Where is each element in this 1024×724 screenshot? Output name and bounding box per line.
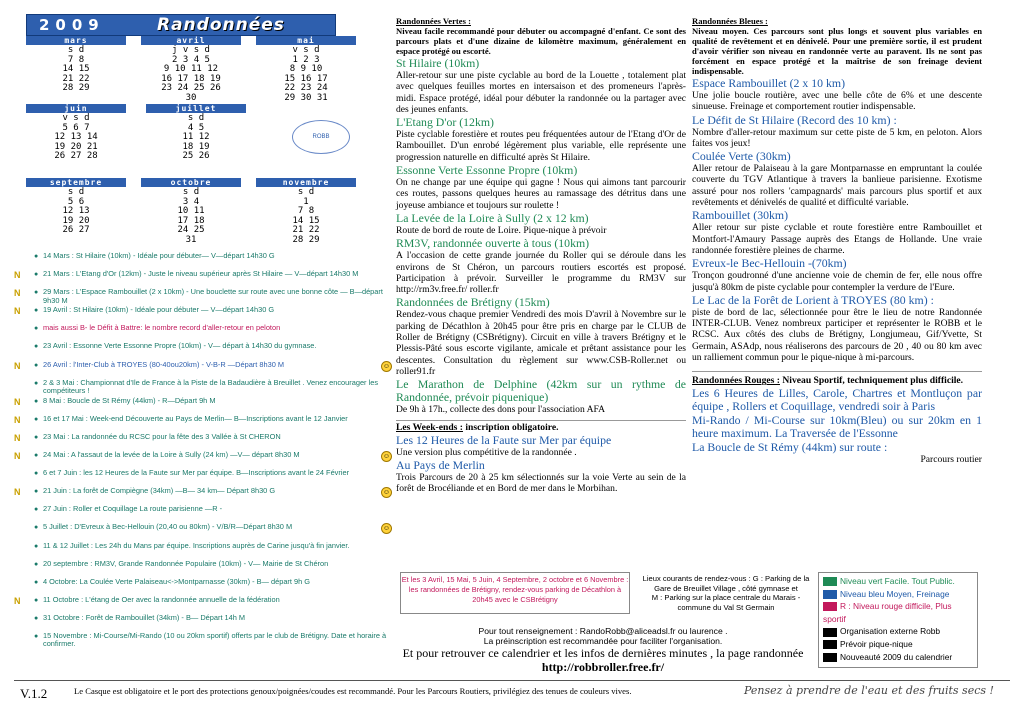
calendar-week-row: 9 10 11 12 (163, 64, 219, 74)
calendar-week-row: 11 12 (182, 132, 210, 142)
event-item (14, 252, 392, 270)
calendar-week-row: 29 30 31 (284, 92, 328, 103)
legend-label: R : Niveau rouge difficile, Plus sportif (823, 601, 952, 624)
contact-block (396, 626, 810, 674)
calendar-week-row: 28 29 (62, 83, 90, 93)
event-item (14, 270, 392, 288)
bullet-icon: ● (34, 397, 39, 405)
month-name: septembre (26, 178, 126, 187)
new-marker: N (14, 270, 21, 281)
event-item (14, 397, 392, 415)
event-item (14, 415, 392, 433)
green-title: Randonnées Vertes : (396, 16, 471, 26)
legend-item (823, 575, 973, 588)
event-text: 11 Octobre : L'étang de Oer avec la randonnée annuelle de la fédération (43, 594, 280, 604)
section-heading: RM3V, randonnée ouverte à tous (10km) (396, 236, 590, 251)
event-text: 11 & 12 Juillet : Les 24h du Mans par équipe. Inscriptions auprès de Carine jusqu'à fin janvier. (43, 540, 350, 550)
calendar-week-row: 30 (185, 92, 197, 103)
bullet-icon: ● (34, 343, 39, 351)
calendar-month (256, 178, 356, 245)
event-text: 14 Mars : St Hilaire (10km) - Idéale pour débuter— V—départ 14h30 G (43, 251, 275, 260)
calendar-week-row: s d (67, 45, 85, 55)
header-banner (26, 14, 336, 36)
picnic-smiley-icon: ☺ (382, 453, 391, 461)
calendar-week-row: 19 20 21 (54, 141, 98, 152)
calendar-row (26, 36, 356, 103)
event-text: 2 & 3 Mai : Championnat d'Ile de France à la Piste de la Badaudière à Breuillet . Venez encourager les compétiteurs ! (43, 377, 379, 396)
event-item (14, 632, 392, 650)
bullet-icon: ● (34, 560, 39, 568)
event-item (14, 451, 392, 469)
red-title: Randonnées Rouges : (692, 375, 780, 387)
event-text: mais aussi B- le Défit à Battre: le nombre record d'aller-retour en peloton (43, 323, 281, 333)
green-intro: Niveau facile recommandé pour débuter ou accompagné d'enfant. Ce sont des parcours plats et d'une dizaine de kilomètre maximum, généralement en espace protégé ou escorté. (396, 26, 686, 56)
calendar-week-row: 8 9 10 (289, 64, 323, 74)
new-marker: N (14, 306, 21, 317)
new-marker: N (14, 288, 21, 299)
legend-swatch-icon (823, 590, 837, 599)
calendar-week-row: 5 6 7 (62, 122, 90, 133)
section-text: Rendez-vous chaque premier Vendredi des mois D'avril à Novembre sur le parking de Décathlon à 20h45 pour être pris en charge par le CLUB de Roller de Brétigny (CSBrétigny). Circuit en ville à travers Brétigny et le Plessis-Pâté sous escorte vigilante, amicale et prêtant assistance pour les descentes. Consultation du règlement sur www.CSB-Roller.net ou roller91.fr (396, 309, 686, 377)
legend-item (823, 625, 973, 638)
calendar-month (26, 178, 126, 245)
month-name: octobre (141, 178, 241, 187)
event-text: 26 Avril : l'Inter-Club à TROYES (80-40ou20km) - V-B-R —Départ 8h30 M (43, 359, 285, 369)
event-item (14, 523, 392, 541)
calendar-week-row: 26 27 28 (54, 151, 98, 161)
section-heading: Randonnées de Brétigny (15km) (396, 295, 550, 310)
slogan: Pensez à prendre de l'eau et des fruits secs ! (744, 684, 994, 697)
calendar-week-row: s d (182, 187, 200, 197)
section-text: Nombre d'aller-retour maximum sur cette piste de 5 km, en peloton. Alors faites vos jeux! (692, 126, 982, 149)
calendar-row (26, 178, 356, 245)
legend-label: Niveau bleu Moyen, Freinage (840, 588, 950, 599)
section-heading: Coulée Verte (30km) (692, 149, 791, 164)
month-name: novembre (256, 178, 356, 187)
event-text: 29 Mars : L'Espace Rambouillet (2 x 10km) - Une bouclette sur route avec une bonne côte — B—départ 9h30 M (43, 287, 383, 305)
calendar-month (256, 36, 356, 103)
calendar-week-row: 1 (303, 196, 309, 207)
calendar-week-row: 17 18 (177, 215, 205, 226)
meeting-line-1: Lieux courants de rendez-vous : G : Parking de la Gare de Breuillet Village , côté gymnase et (642, 574, 810, 593)
club-logo: ROBB (292, 120, 350, 154)
new-marker: N (14, 396, 21, 407)
picnic-smiley-icon: ☺ (382, 362, 391, 370)
bullet-icon: ● (34, 632, 39, 640)
bullet-icon: ● (34, 452, 39, 460)
section-text: Une version plus compétitive de la randonnée . (396, 446, 577, 458)
calendar-month (141, 178, 241, 245)
event-item (14, 542, 392, 560)
calendar-week-row: 19 20 (62, 215, 90, 226)
legend-item (823, 588, 973, 601)
new-marker: N (14, 487, 21, 498)
calendar-week-row: 15 16 17 (284, 73, 328, 84)
section-text: Tronçon goudronné d'une ancienne voie de chemin de fer, elle nous offre jusqu'à 80km de piste cyclable pour contempler la verdure de l'Eure. (692, 270, 982, 293)
weekends-title: Les Week-ends : (396, 421, 463, 433)
calendar-week-row: 25 26 (182, 151, 210, 161)
event-item (14, 433, 392, 451)
event-item (14, 614, 392, 632)
calendar-week-row: v s d (292, 45, 320, 55)
page-title: Randonnées (157, 15, 285, 35)
legend-swatch-icon (823, 577, 837, 586)
red-item: Mi-Rando / Mi-Course sur 10km(Bleu) ou sur 20km en 1 heure maximum. La Traversée de l'Essonne (692, 413, 982, 441)
calendar-week-row: v s d (62, 113, 90, 123)
calendar-week-row: 18 19 (182, 141, 210, 152)
section-heading: Les 12 Heures de la Faute sur Mer par équipe (396, 432, 612, 447)
calendar-month (26, 36, 126, 103)
event-text: 6 et 7 Juin : les 12 Heures de la Faute sur Mer par équipe. B—Inscriptions avant le 24 Février (43, 468, 350, 478)
section-heading: St Hilaire (10km) (396, 56, 480, 70)
legend-item (823, 600, 973, 625)
section-text: Aller retour de Palaiseau à la gare Montparnasse en empruntant la coulée couverte du TGV Atlantique à travers la banlieue parisienne. Exotisme assuré pour nos rollers 'campagnards' mais parcours plus sportif et aux revêtements et dénivelés de qualité et difficulté variable. (692, 163, 982, 209)
picnic-smiley-icon: ☺ (382, 525, 391, 533)
month-name: mars (26, 36, 126, 45)
legend-label: Organisation externe Robb (840, 626, 941, 637)
calendar-week-row: 22 23 24 (284, 83, 328, 93)
calendar-week-row: 28 29 (292, 234, 320, 245)
section-heading: Le Lac de la Forêt de Lorient à TROYES (80 km) : (692, 292, 934, 307)
month-name: juillet (146, 104, 246, 113)
event-text: 19 Avril : St Hilaire (10km) - Idéale pour débuter — V—départ 14h30 G (43, 305, 275, 315)
bullet-icon: ● (34, 271, 39, 279)
red-item: Les 6 Heures de Lilles, Carole, Chartres et Montluçon par équipe , Rollers et Coquillage, vendredi soir à Paris (692, 386, 982, 414)
new-marker: N (14, 595, 21, 606)
calendar-week-row: 26 27 (62, 225, 90, 235)
event-item (14, 288, 392, 306)
section-text: Aller-retour sur une piste cyclable au bord de la Louette , totalement plat avec quelques feuilles mortes en intersaison et des promeneurs l'après-midi. Espace protégé, idéal pour débuter la randonnée ou la partager avec des jeunes enfants. (396, 70, 686, 115)
bullet-icon: ● (34, 488, 39, 496)
weekends-sub: inscription obligatoire. (465, 421, 559, 433)
calendar-week-row: 7 8 (297, 206, 315, 216)
event-text: 27 Juin : Roller et Coquillage La route parisienne —R - (43, 504, 223, 514)
bullet-icon: ● (34, 253, 39, 260)
blue-title: Randonnées Bleues : (692, 16, 768, 26)
section-heading: Essonne Verte Essonne Propre (10km) (396, 163, 578, 178)
bullet-icon: ● (34, 325, 39, 333)
new-marker: N (14, 414, 21, 425)
calendar-week-row: 12 13 14 (54, 132, 98, 142)
calendar-week-row: 1 2 3 (292, 54, 320, 65)
safety-disclaimer: Le Casque est obligatoire et le port des protections genoux/poignées/coudes est recommandé. Pour les Parcours Routiers, privilégiez des tenues de couleurs vives. (74, 686, 632, 696)
version-label: V.1.2 (20, 686, 48, 701)
legend-item (823, 651, 973, 664)
section-text: Route de bord de route de Loire. Pique-nique à prévoir (396, 224, 607, 236)
calendar-week-row: j v s d (172, 45, 210, 55)
contact-line-1: Pour tout renseignement : RandoRobb@aliceadsl.fr ou laurence . (478, 626, 728, 636)
event-item (14, 361, 392, 379)
bullet-icon: ● (34, 524, 39, 532)
new-marker: N (14, 360, 21, 371)
calendar-week-row: 7 8 (67, 54, 85, 65)
bullet-icon: ● (34, 614, 39, 622)
event-text: 21 Juin : La forêt de Compiègne (34km) —B— 34 km— Départ 8h30 G (43, 486, 276, 496)
legend-swatch-icon (823, 602, 837, 611)
calendar-week-row: 4 5 (187, 122, 205, 133)
bullet-icon: ● (34, 379, 39, 387)
event-item (14, 505, 392, 523)
calendar-week-row: 3 4 (182, 196, 200, 207)
event-text: 31 Octobre : Forêt de Rambouillet (34km) - B— Départ 14h M (43, 612, 246, 622)
event-text: 15 Novembre : Mi-Course/Mi-Rando (10 ou 20km sportif) offerts par le club de Brétigny. Date et horaire à confirmer. (43, 630, 387, 649)
month-name: juin (26, 104, 126, 113)
bullet-icon: ● (34, 596, 39, 604)
section-text: Piste cyclable forestière et routes peu fréquentées autour de l'Etang d'Or de Rambouillet. D'un enrobé légèrement plus variable, elle représente une progression naturelle en difficulté après St Hilaire. (396, 129, 686, 163)
calendar-week-row: 31 (185, 234, 197, 245)
event-text: 24 Mai : A l'assaut de la levée de la Loire à Sully (24 km) —V— départ 8h30 M (43, 450, 300, 460)
section-text: Trois Parcours de 20 à 25 km sélectionnés sur la voie Verte au sein de la forêt de Brocéliande et en Bord de mer dans le Morbihan. (396, 471, 686, 495)
event-text: 21 Mars : L'Etang d'Or (12km) - Juste le niveau supérieur après St Hilaire — V—départ 14h30 M (43, 269, 359, 279)
contact-line-3: Et pour retrouver ce calendrier et les infos de dernières minutes , la page randonnée (402, 646, 804, 660)
legend-label: Nouveauté 2009 du calendrier (840, 651, 953, 662)
event-text: 8 Mai : Boucle de St Rémy (44km) - R—Départ 9h M (43, 395, 216, 405)
calendar-week-row: 21 22 (292, 225, 320, 235)
new-marker: N (14, 432, 21, 443)
calendar-week-row: 23 24 25 26 (161, 83, 221, 93)
event-item (14, 487, 392, 505)
section-heading: Rambouillet (30km) (692, 208, 788, 223)
section-heading: Evreux-le Bec-Hellouin -(70km) (692, 256, 847, 271)
bullet-icon: ● (34, 506, 39, 514)
section-text: Aller retour sur piste cyclable et route forestière entre Rambouillet et Montfort-l'Amaury Passage auprès des Etangs de Hollande. Une vraie randonnée forestière pleines de charme. (692, 222, 982, 256)
calendar-month (141, 36, 241, 103)
event-item (14, 324, 392, 342)
bullet-icon: ● (34, 542, 39, 550)
event-text: 4 Octobre: La Coulée Verte Palaiseau<->Montparnasse (30km) - B— départ 9h G (43, 576, 311, 586)
section-heading: Espace Rambouillet (2 x 10 km) (692, 76, 845, 90)
month-name: avril (141, 36, 241, 45)
calendar-week-row: s d (67, 187, 85, 197)
info-box: Et les 3 Avril, 15 Mai, 5 Juin, 4 Septembre, 2 octobre et 6 Novembre : les randonnées de Brétigny, rendez-vous parking de Décathlon à 20h45 avec le CSBrétigny (400, 572, 630, 614)
event-item (14, 379, 392, 397)
section-heading: L'Etang D'or (12km) (396, 115, 494, 130)
section-text: A l'occasion de cette grande journée du Roller qui se déroule dans les environs de St Chéron, un parcours routiers escortés est proposé. Participation à prévoir. Surveiller le programme du RM3V sur http://rm3v.free.fr/ roller.fr (396, 250, 686, 296)
picnic-smiley-icon: ☺ (382, 489, 391, 497)
event-item (14, 578, 392, 596)
bullet-icon: ● (34, 361, 39, 369)
calendar-row (26, 104, 246, 162)
meeting-line-2: M : Parking sur la place centrale du Marais - commune du Val St Germain (651, 593, 801, 612)
calendar-week-row: 24 25 (177, 225, 205, 235)
calendar-week-row: 10 11 (177, 206, 205, 216)
section-heading: Le Marathon de Delphine (42km sur un rythme de Randonnée, prévoir piquenique) (396, 377, 686, 405)
calendar-week-row: 14 15 (62, 64, 90, 74)
red-intro: Niveau Sportif, techniquement plus difficile. (782, 375, 964, 387)
calendar-week-row: s d (297, 187, 315, 197)
blue-intro: Niveau moyen. Ces parcours sont plus longs et souvent plus variables en qualité de revêtement et en dénivelé. Pour une première sortie, il est prudent d'avoir vérifier son niveau en randonnée verte au paravent. Ils ne sont pas forcément en espace protégé et la maîtrise de son freinage devient indispensable. (692, 26, 982, 76)
contact-line-2: La préinscription est recommandée pour faciliter l'organisation. (483, 636, 723, 646)
calendar-week-row: 21 22 (62, 73, 90, 84)
legend-swatch-icon (823, 640, 837, 649)
events-list (14, 252, 392, 650)
event-item (14, 596, 392, 614)
section-text: Une jolie boucle routière, avec une belle côte de 6% et une descente sinueuse. Freinage et comportement routier indispensable. (692, 90, 982, 113)
month-name: mai (256, 36, 356, 45)
event-text: 16 et 17 Mai : Week-end Découverte au Pays de Merlin— B—Inscriptions avant le 12 Janvier (43, 413, 348, 423)
event-item (14, 469, 392, 487)
event-item (14, 560, 392, 578)
legend-label: Niveau vert Facile. Tout Public. (840, 576, 955, 586)
column-green (396, 16, 686, 494)
bullet-icon: ● (34, 289, 39, 297)
calendar-week-row: 16 17 18 19 (161, 73, 221, 84)
event-item (14, 342, 392, 360)
section-heading: Au Pays de Merlin (396, 457, 485, 472)
new-marker: N (14, 451, 21, 462)
section-text: On ne change par une équipe qui gagne ! Nous qui aimons tant parcourir ces routes, passons quelques heures au ramassage des détritus dans une joyeuse ambiance et toujours sur roulette ! (396, 177, 686, 211)
section-heading: Le Défit de St Hilaire (Record des 10 km) : (692, 112, 897, 127)
legend-label: Prévoir pique-nique (840, 638, 913, 649)
contact-url[interactable]: http://robbroller.free.fr/ (541, 660, 665, 674)
section-text: De 9h à 17h., collecte des dons pour l'association AFA (396, 404, 606, 416)
calendar-month (146, 104, 246, 162)
meeting-points (640, 574, 812, 612)
event-text: 20 septembre : RM3V, Grande Randonnée Populaire (10km) - V— Mairie de St Chéron (43, 558, 329, 568)
legend-swatch-icon (823, 628, 837, 637)
calendar-week-row: 14 15 (292, 215, 320, 226)
calendar-week-row: s d (187, 113, 205, 123)
calendar-week-row: 12 13 (62, 206, 90, 216)
legend-swatch-icon (823, 653, 837, 662)
section-text: piste de bord de lac, sélectionnée pour être le lieu de notre Randonnée INTER-CLUB. Venez nombreux participer et représenter le ROBB et le RCSC. Aux côtés des clubs de Brétigny, Longjumeau, Gif/Yvette, St Germain, ASAdp, nous réaliserons des parcours de 20 , 40 ou 80 km avec un ralliement commun pour le pique-nique à mi-parcours. (692, 306, 982, 364)
red-item: La Boucle de St Rémy (44km) sur route : (692, 440, 888, 455)
bullet-icon: ● (34, 470, 39, 478)
year-title: 2009 (39, 16, 105, 34)
event-text: 23 Mai : La randonnée du RCSC pour la fête des 3 Vallée à St CHERON (43, 431, 281, 441)
calendar-week-row: 2 3 4 5 (172, 54, 210, 65)
event-item (14, 306, 392, 324)
calendar-week-row: 5 6 (67, 196, 85, 207)
bullet-icon: ● (34, 578, 39, 586)
legend (818, 572, 978, 668)
legend-item (823, 638, 973, 651)
column-blue (692, 16, 982, 466)
section-heading: La Levée de la Loire à Sully (2 x 12 km) (396, 210, 589, 225)
footer-divider (14, 680, 1010, 681)
bullet-icon: ● (34, 415, 39, 423)
bullet-icon: ● (34, 307, 39, 315)
event-text: 23 Avril : Essonne Verte Essonne Propre (10km) - V— départ à 14h30 du gymnase. (43, 341, 317, 351)
red-tail: Parcours routier (920, 454, 982, 466)
event-text: 5 Juillet : D'Evreux à Bec-Hellouin (20,40 ou 80km) - V/B/R—Départ 8h30 M (43, 522, 293, 532)
bullet-icon: ● (34, 433, 39, 441)
calendar-month (26, 104, 126, 162)
